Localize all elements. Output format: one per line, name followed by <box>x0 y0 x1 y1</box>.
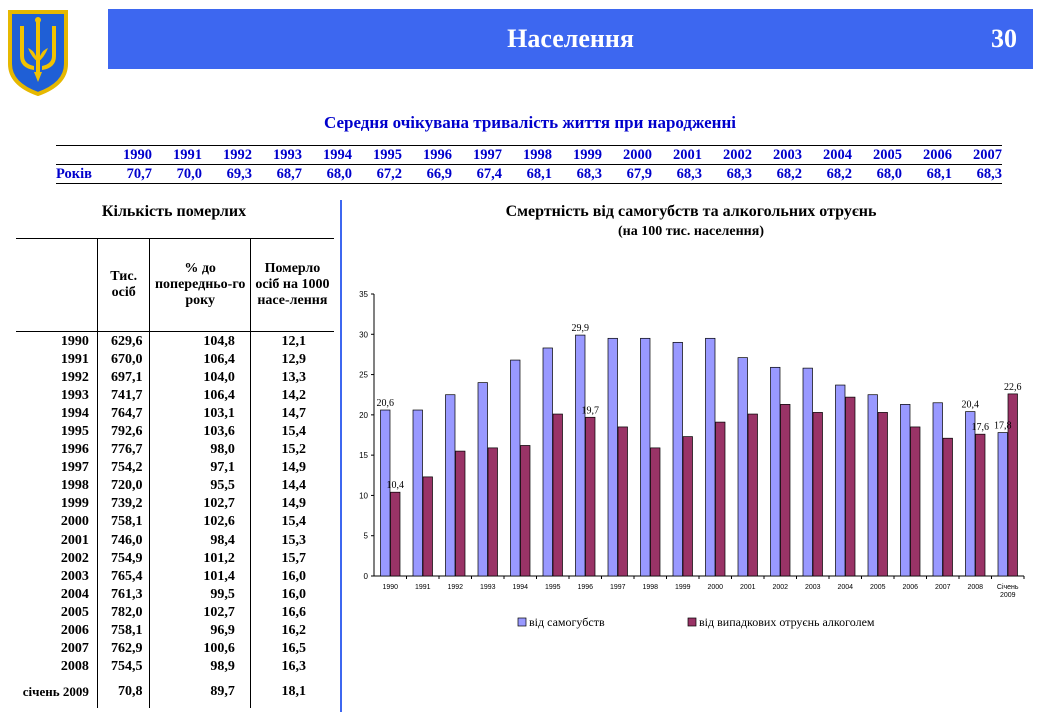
deaths-percent: 104,0 <box>150 368 250 386</box>
deaths-per-1000: 16,3 <box>250 658 334 676</box>
deaths-year: січень 2009 <box>22 684 89 700</box>
x-tick-label: Січень <box>996 584 1019 591</box>
life-expectancy-title: Середня очікувана тривалість життя при народженні <box>324 113 736 132</box>
deaths-per-1000: 14,9 <box>250 459 334 477</box>
bar-alcohol-poisoning <box>781 404 791 576</box>
deaths-per-1000: 15,7 <box>250 549 334 567</box>
life-expectancy-value: 68,3 <box>702 165 752 184</box>
table-row <box>16 603 334 621</box>
deaths-per-1000: 16,0 <box>250 567 334 585</box>
deaths-year: 1999 <box>60 496 89 512</box>
deaths-thousands: 758,1 <box>97 622 150 640</box>
deaths-per-1000: 14,4 <box>250 477 334 495</box>
deaths-percent: 95,5 <box>150 477 250 495</box>
deaths-percent: 106,4 <box>150 386 250 404</box>
header-bar <box>108 9 1033 69</box>
life-expectancy-value: 68,0 <box>852 165 902 184</box>
deaths-per-1000: 15,2 <box>250 441 334 459</box>
x-tick-label: 1998 <box>642 584 659 591</box>
data-label: 10,4 <box>386 480 404 492</box>
deaths-header-per-1000: Померло осіб на 1000 насе-лення <box>250 239 334 332</box>
life-expectancy-value: 67,2 <box>352 165 402 184</box>
bar-suicides <box>608 338 618 576</box>
deaths-header-year <box>16 239 97 332</box>
data-label: 20,6 <box>376 398 394 410</box>
deaths-per-1000: 18,1 <box>250 676 334 708</box>
table-row <box>16 441 334 459</box>
y-tick-label: 25 <box>359 370 368 380</box>
table-row <box>16 549 334 567</box>
deaths-thousands: 761,3 <box>97 585 150 603</box>
deaths-percent: 106,4 <box>150 350 250 368</box>
legend-label: від самогубств <box>529 615 605 629</box>
bar-suicides <box>966 412 976 576</box>
bar-suicides <box>836 385 846 576</box>
deaths-percent: 102,7 <box>150 603 250 621</box>
deaths-thousands: 697,1 <box>97 368 150 386</box>
deaths-year: 2005 <box>60 604 89 620</box>
life-expectancy-year: 1994 <box>302 146 352 165</box>
life-expectancy-value: 68,2 <box>802 165 852 184</box>
table-row <box>16 332 334 351</box>
deaths-per-1000: 15,4 <box>250 513 334 531</box>
deaths-year: 2004 <box>60 586 89 602</box>
life-expectancy-year: 2001 <box>652 146 702 165</box>
bar-alcohol-poisoning <box>423 477 433 576</box>
deaths-thousands: 70,8 <box>97 676 150 708</box>
life-expectancy-year: 2000 <box>602 146 652 165</box>
deaths-thousands: 754,9 <box>97 549 150 567</box>
life-expectancy-table <box>56 145 1002 184</box>
bar-suicides <box>446 395 456 576</box>
x-tick-label: 2000 <box>707 584 724 591</box>
life-expectancy-value: 70,0 <box>152 165 202 184</box>
deaths-thousands: 754,5 <box>97 658 150 676</box>
life-expectancy-value: 68,2 <box>752 165 802 184</box>
table-row <box>16 676 334 708</box>
x-tick-label: 2007 <box>934 584 951 591</box>
legend-swatch <box>518 618 526 626</box>
deaths-per-1000: 14,7 <box>250 404 334 422</box>
table-row <box>16 459 334 477</box>
deaths-per-1000: 13,3 <box>250 368 334 386</box>
table-row <box>16 368 334 386</box>
deaths-year: 2008 <box>60 659 89 675</box>
deaths-thousands: 720,0 <box>97 477 150 495</box>
y-tick-label: 20 <box>359 410 368 420</box>
deaths-per-1000: 12,9 <box>250 350 334 368</box>
bar-suicides <box>641 338 651 576</box>
deaths-thousands: 754,2 <box>97 459 150 477</box>
life-expectancy-value: 67,9 <box>602 165 652 184</box>
bar-alcohol-poisoning <box>586 417 596 576</box>
bar-alcohol-poisoning <box>813 412 823 576</box>
life-expectancy-year: 2004 <box>802 146 852 165</box>
x-tick-label: 1996 <box>577 584 594 591</box>
page-number: 30 <box>991 24 1017 53</box>
deaths-table <box>16 238 334 708</box>
deaths-thousands: 792,6 <box>97 422 150 440</box>
x-tick-label: 2004 <box>837 584 854 591</box>
deaths-thousands: 776,7 <box>97 441 150 459</box>
deaths-thousands: 758,1 <box>97 513 150 531</box>
legend-swatch <box>688 618 696 626</box>
x-tick-label: 1991 <box>414 584 431 591</box>
deaths-percent: 98,9 <box>150 658 250 676</box>
chart-title: Смертність від самогубств та алкогольних отруєнь <box>505 203 877 220</box>
life-expectancy-value: 68,7 <box>252 165 302 184</box>
bar-alcohol-poisoning <box>456 451 466 576</box>
life-expectancy-value: 68,0 <box>302 165 352 184</box>
life-expectancy-year: 2007 <box>952 146 1002 165</box>
deaths-per-1000: 16,2 <box>250 622 334 640</box>
deaths-year: 1993 <box>60 387 89 403</box>
deaths-header-row <box>16 239 334 332</box>
deaths-year: 1994 <box>60 405 89 421</box>
life-expectancy-value: 67,4 <box>452 165 502 184</box>
bar-alcohol-poisoning <box>943 438 953 576</box>
data-label: 22,6 <box>1004 381 1022 393</box>
bar-alcohol-poisoning <box>391 492 401 576</box>
table-row <box>16 567 334 585</box>
deaths-thousands: 762,9 <box>97 640 150 658</box>
life-expectancy-value: 70,7 <box>102 165 152 184</box>
deaths-year: 2001 <box>60 532 89 548</box>
deaths-percent: 97,1 <box>150 459 250 477</box>
life-expectancy-values-row <box>56 165 1002 184</box>
deaths-thousands: 741,7 <box>97 386 150 404</box>
table-row <box>16 531 334 549</box>
mortality-bar-chart <box>348 280 1048 640</box>
legend-label: від випадкових отруєнь алкоголем <box>699 615 875 629</box>
deaths-thousands: 782,0 <box>97 603 150 621</box>
bar-alcohol-poisoning <box>618 427 628 576</box>
deaths-per-1000: 15,4 <box>250 422 334 440</box>
life-expectancy-value: 68,3 <box>652 165 702 184</box>
life-expectancy-year: 1998 <box>502 146 552 165</box>
bar-suicides <box>543 348 553 576</box>
bar-alcohol-poisoning <box>553 414 563 576</box>
chart-subtitle: (на 100 тис. населення) <box>618 224 764 239</box>
y-tick-label: 30 <box>359 330 368 340</box>
x-tick-label: 1990 <box>382 584 399 591</box>
life-expectancy-value: 68,1 <box>502 165 552 184</box>
table-row <box>16 404 334 422</box>
deaths-year: 2007 <box>60 641 89 657</box>
life-expectancy-corner-cell <box>56 146 102 165</box>
life-expectancy-value: 68,3 <box>552 165 602 184</box>
deaths-percent: 98,4 <box>150 531 250 549</box>
table-row <box>16 640 334 658</box>
deaths-per-1000: 12,1 <box>250 332 334 351</box>
deaths-percent: 101,4 <box>150 567 250 585</box>
life-expectancy-year: 1992 <box>202 146 252 165</box>
data-label: 19,7 <box>581 405 599 417</box>
bar-alcohol-poisoning <box>976 434 986 576</box>
y-tick-label: 15 <box>359 451 368 461</box>
bar-alcohol-poisoning <box>748 414 758 576</box>
deaths-per-1000: 14,2 <box>250 386 334 404</box>
bar-alcohol-poisoning <box>521 445 531 576</box>
y-tick-label: 35 <box>359 290 368 299</box>
life-expectancy-year: 1993 <box>252 146 302 165</box>
data-label: 17,8 <box>994 420 1012 432</box>
x-tick-label: 2003 <box>804 584 821 591</box>
data-label: 20,4 <box>961 399 979 411</box>
x-tick-label: 2006 <box>902 584 919 591</box>
life-expectancy-year: 2003 <box>752 146 802 165</box>
bar-alcohol-poisoning <box>651 448 661 576</box>
life-expectancy-year: 2005 <box>852 146 902 165</box>
deaths-year: 2000 <box>60 514 89 530</box>
deaths-percent: 102,6 <box>150 513 250 531</box>
deaths-year: 1990 <box>60 333 89 349</box>
x-tick-label: 2005 <box>869 584 886 591</box>
life-expectancy-value: 68,1 <box>902 165 952 184</box>
bar-suicides <box>803 368 813 576</box>
deaths-percent: 96,9 <box>150 622 250 640</box>
life-expectancy-years-row <box>56 146 1002 165</box>
deaths-thousands: 739,2 <box>97 495 150 513</box>
deaths-thousands: 765,4 <box>97 567 150 585</box>
deaths-percent: 99,5 <box>150 585 250 603</box>
deaths-per-1000: 16,5 <box>250 640 334 658</box>
table-row <box>16 585 334 603</box>
bar-alcohol-poisoning <box>846 397 856 576</box>
deaths-per-1000: 16,0 <box>250 585 334 603</box>
deaths-percent: 100,6 <box>150 640 250 658</box>
deaths-table-body <box>16 332 334 708</box>
section-divider <box>340 200 342 712</box>
table-row <box>16 513 334 531</box>
bar-suicides <box>868 395 878 576</box>
bar-suicides <box>673 342 683 576</box>
bar-suicides <box>478 383 488 576</box>
bar-suicides <box>933 403 943 576</box>
deaths-per-1000: 14,9 <box>250 495 334 513</box>
life-expectancy-value: 68,3 <box>952 165 1002 184</box>
x-tick-label: 1995 <box>544 584 561 591</box>
deaths-thousands: 764,7 <box>97 404 150 422</box>
x-tick-label: 1992 <box>447 584 464 591</box>
deaths-percent: 101,2 <box>150 549 250 567</box>
deaths-year: 1995 <box>60 424 89 440</box>
deaths-year: 1997 <box>60 460 89 476</box>
deaths-header-percent: % до попередньо-го року <box>150 239 250 332</box>
bar-alcohol-poisoning <box>488 448 498 576</box>
data-label: 29,9 <box>571 323 589 335</box>
y-tick-label: 0 <box>363 572 368 581</box>
bar-suicides <box>381 410 391 576</box>
bar-suicides <box>738 358 748 576</box>
bar-suicides <box>901 404 911 576</box>
table-row <box>16 350 334 368</box>
x-tick-label: 1993 <box>479 584 496 591</box>
deaths-year: 1991 <box>60 351 89 367</box>
bar-alcohol-poisoning <box>878 412 888 576</box>
deaths-percent: 104,8 <box>150 332 250 351</box>
deaths-title: Кількість померлих <box>101 203 247 220</box>
data-label: 17,6 <box>971 422 989 434</box>
deaths-year: 1996 <box>60 442 89 458</box>
bar-suicides <box>706 338 716 576</box>
table-row <box>16 477 334 495</box>
table-row <box>16 495 334 513</box>
life-expectancy-year: 1999 <box>552 146 602 165</box>
deaths-year: 2006 <box>60 623 89 639</box>
deaths-percent: 102,7 <box>150 495 250 513</box>
y-tick-label: 5 <box>363 531 368 541</box>
page-title: Населення <box>507 24 634 53</box>
x-tick-label: 2009 <box>999 592 1016 599</box>
life-expectancy-value: 69,3 <box>202 165 252 184</box>
life-expectancy-row-label: Років <box>56 165 102 184</box>
deaths-percent: 98,0 <box>150 441 250 459</box>
life-expectancy-year: 1990 <box>102 146 152 165</box>
table-row <box>16 422 334 440</box>
bar-suicides <box>998 433 1008 576</box>
x-tick-label: 2002 <box>772 584 789 591</box>
deaths-percent: 103,6 <box>150 422 250 440</box>
deaths-percent: 89,7 <box>150 676 250 708</box>
deaths-year: 1998 <box>60 478 89 494</box>
table-row <box>16 658 334 676</box>
y-tick-label: 10 <box>359 491 368 501</box>
bar-alcohol-poisoning <box>716 422 726 576</box>
deaths-year: 1992 <box>60 369 89 385</box>
bar-alcohol-poisoning <box>683 437 693 576</box>
life-expectancy-value: 66,9 <box>402 165 452 184</box>
bar-alcohol-poisoning <box>911 427 921 576</box>
deaths-year: 2002 <box>60 550 89 566</box>
table-row <box>16 386 334 404</box>
coat-of-arms-icon <box>6 8 70 96</box>
deaths-per-1000: 15,3 <box>250 531 334 549</box>
deaths-thousands: 670,0 <box>97 350 150 368</box>
table-row <box>16 622 334 640</box>
life-expectancy-year: 2006 <box>902 146 952 165</box>
x-tick-label: 2001 <box>739 584 756 591</box>
life-expectancy-year: 1991 <box>152 146 202 165</box>
bar-suicides <box>511 360 521 576</box>
life-expectancy-year: 2002 <box>702 146 752 165</box>
life-expectancy-year: 1996 <box>402 146 452 165</box>
deaths-percent: 103,1 <box>150 404 250 422</box>
x-tick-label: 2008 <box>967 584 984 591</box>
bar-suicides <box>771 367 781 576</box>
life-expectancy-year: 1997 <box>452 146 502 165</box>
deaths-header-thousands: Тис. осіб <box>97 239 150 332</box>
deaths-year: 2003 <box>60 568 89 584</box>
x-tick-label: 1999 <box>674 584 691 591</box>
deaths-thousands: 629,6 <box>97 332 150 351</box>
bar-suicides <box>413 410 423 576</box>
deaths-per-1000: 16,6 <box>250 603 334 621</box>
x-tick-label: 1994 <box>512 584 529 591</box>
deaths-thousands: 746,0 <box>97 531 150 549</box>
x-tick-label: 1997 <box>609 584 626 591</box>
life-expectancy-year: 1995 <box>352 146 402 165</box>
bar-suicides <box>576 335 586 576</box>
